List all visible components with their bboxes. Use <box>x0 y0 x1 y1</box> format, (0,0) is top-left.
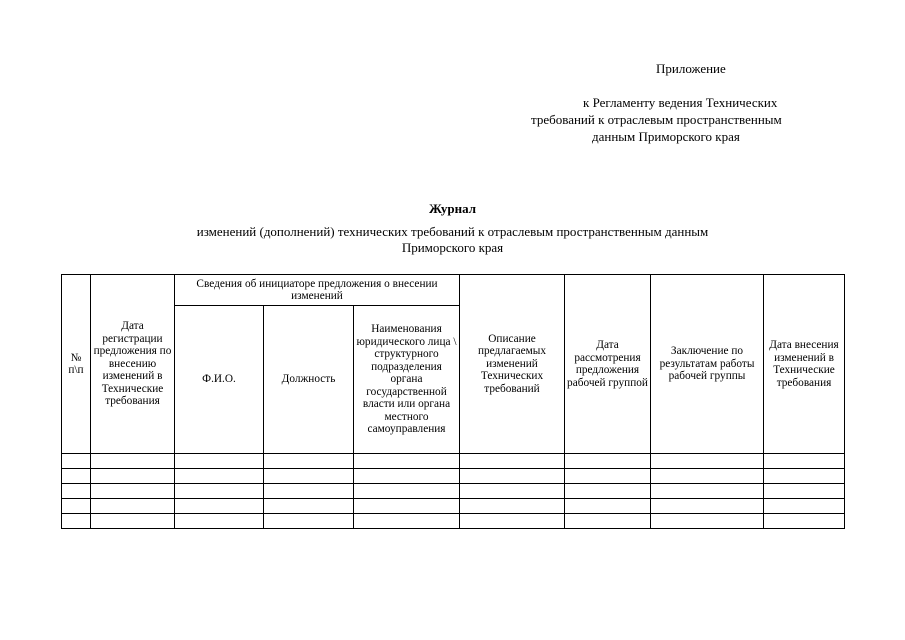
table-cell <box>565 469 651 484</box>
table-cell <box>354 469 460 484</box>
table-cell <box>264 514 354 529</box>
table-cell <box>175 454 264 469</box>
table-cell <box>460 514 565 529</box>
journal-table <box>61 274 845 529</box>
header-registration-date: Дата регистрации предложения по внесению изменений в Технические требования <box>91 275 175 454</box>
table-cell <box>175 469 264 484</box>
table-cell <box>460 469 565 484</box>
table-row <box>62 484 845 499</box>
header-number: № п\п <box>62 275 91 454</box>
table-row <box>62 454 845 469</box>
table-cell <box>62 484 91 499</box>
header-fio: Ф.И.О. <box>175 306 264 454</box>
table-cell <box>460 499 565 514</box>
appendix-reference-line-2: требований к отраслевым пространственным <box>531 112 782 127</box>
table-row <box>62 469 845 484</box>
header-entry-date: Дата внесения изменений в Технические требования <box>764 275 845 454</box>
table-cell <box>62 514 91 529</box>
appendix-reference-line-1: к Регламенту ведения Технических <box>583 95 778 110</box>
header-review-date: Дата рассмотрения предложения рабочей группой <box>565 275 651 454</box>
table-cell <box>264 454 354 469</box>
table-cell <box>91 499 175 514</box>
table-cell <box>651 454 764 469</box>
header-description: Описание предлагаемых изменений Технических требований <box>460 275 565 454</box>
table-cell <box>460 454 565 469</box>
table-cell <box>764 469 845 484</box>
table-cell <box>764 454 845 469</box>
header-initiator-group: Сведения об инициаторе предложения о внесении изменений <box>175 275 460 306</box>
table-cell <box>354 514 460 529</box>
appendix-label: Приложение <box>656 61 726 76</box>
table-cell <box>62 454 91 469</box>
table-cell <box>62 469 91 484</box>
header-conclusion: Заключение по результатам работы рабочей группы <box>651 275 764 454</box>
table-cell <box>91 469 175 484</box>
table-cell <box>91 454 175 469</box>
table-cell <box>62 499 91 514</box>
table-row <box>62 514 845 529</box>
table-row <box>62 499 845 514</box>
table-cell <box>651 499 764 514</box>
table-cell <box>264 499 354 514</box>
table-cell <box>651 514 764 529</box>
header-organization: Наименования юридического лица \ структурного подразделения органа государственной власти или органа местного самоуправления <box>354 306 460 454</box>
table-cell <box>91 514 175 529</box>
journal-subtitle-line-1: изменений (дополнений) технических требований к отраслевым пространственным данным <box>196 224 709 239</box>
table-cell <box>175 499 264 514</box>
table-cell <box>354 499 460 514</box>
table-cell <box>565 514 651 529</box>
table-cell <box>175 484 264 499</box>
appendix-reference-line-3: данным Приморского края <box>592 129 740 144</box>
table-cell <box>651 484 764 499</box>
table-cell <box>565 484 651 499</box>
table-cell <box>764 499 845 514</box>
table-cell <box>354 484 460 499</box>
table-cell <box>264 484 354 499</box>
table-cell <box>565 454 651 469</box>
journal-heading: Журнал <box>429 201 476 216</box>
table-cell <box>460 484 565 499</box>
table-cell <box>651 469 764 484</box>
table-cell <box>91 484 175 499</box>
header-position: Должность <box>264 306 354 454</box>
table-cell <box>354 454 460 469</box>
table-cell <box>764 484 845 499</box>
table-cell <box>175 514 264 529</box>
table-cell <box>264 469 354 484</box>
table-cell <box>565 499 651 514</box>
table-cell <box>764 514 845 529</box>
journal-subtitle-line-2: Приморского края <box>401 240 504 255</box>
